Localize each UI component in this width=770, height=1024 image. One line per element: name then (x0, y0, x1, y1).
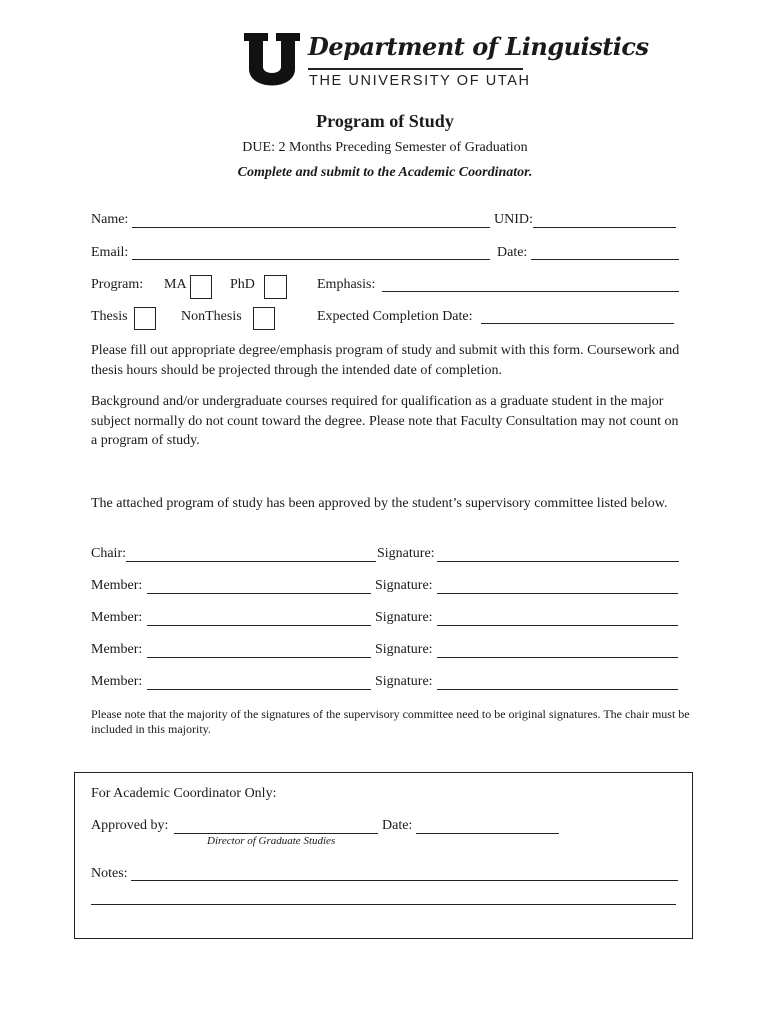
chair-field[interactable] (126, 561, 376, 562)
emphasis-label: Emphasis: (317, 277, 376, 292)
member-3-signature-label: Signature: (375, 642, 433, 657)
ma-label: MA (164, 277, 187, 292)
date-field[interactable] (531, 259, 679, 260)
member-3-signature-field[interactable] (437, 657, 678, 658)
ma-checkbox[interactable] (190, 275, 212, 299)
expected-completion-label: Expected Completion Date: (317, 309, 473, 324)
email-field[interactable] (132, 259, 490, 260)
member-2-field[interactable] (147, 625, 371, 626)
email-label: Email: (91, 245, 129, 260)
thesis-checkbox[interactable] (134, 307, 156, 330)
unid-field[interactable] (533, 227, 676, 228)
logo-divider (308, 68, 523, 70)
coordinator-heading: For Academic Coordinator Only: (91, 786, 277, 801)
background-courses-paragraph: Background and/or undergraduate courses required for qualification as a graduate student in the major subject normally do not count toward the degree. Please note that Faculty Consultation may not count on a program of study. (91, 394, 679, 448)
page-title: Program of Study (316, 111, 454, 131)
member-1-signature-field[interactable] (437, 593, 678, 594)
member-4-field[interactable] (147, 689, 371, 690)
member-1-label: Member: (91, 578, 143, 593)
chair-label: Chair: (91, 546, 126, 561)
member-1-signature-label: Signature: (375, 578, 433, 593)
university-logo-text: THE UNIVERSITY OF UTAH (309, 73, 531, 89)
date-label: Date: (497, 245, 528, 260)
unid-label: UNID: (494, 212, 533, 227)
phd-checkbox[interactable] (264, 275, 287, 299)
instructions-paragraph: Please fill out appropriate degree/emphasis program of study and submit with this form. Coursework and thesis hours should be projected through the intended date of completion. (91, 343, 680, 378)
university-u-logo (244, 33, 300, 89)
thesis-label: Thesis (91, 309, 128, 324)
nonthesis-label: NonThesis (181, 309, 242, 324)
chair-signature-field[interactable] (437, 561, 679, 562)
member-2-label: Member: (91, 610, 143, 625)
emphasis-field[interactable] (382, 291, 679, 292)
member-2-signature-field[interactable] (437, 625, 678, 626)
signature-note: Please note that the majority of the signatures of the supervisory committee need to be original signatures. The chair must be included in this majority. (91, 707, 690, 736)
program-label: Program: (91, 277, 144, 292)
chair-signature-label: Signature: (377, 546, 435, 561)
approved-by-label: Approved by: (91, 818, 169, 833)
due-line: DUE: 2 Months Preceding Semester of Graduation (242, 140, 528, 155)
notes-field-line-2[interactable] (91, 904, 676, 905)
name-label: Name: (91, 212, 129, 227)
name-field[interactable] (132, 227, 490, 228)
member-2-signature-label: Signature: (375, 610, 433, 625)
phd-label: PhD (230, 277, 255, 292)
member-4-signature-label: Signature: (375, 674, 433, 689)
approval-date-label: Date: (382, 818, 413, 833)
notes-label: Notes: (91, 866, 128, 881)
approved-by-field[interactable] (174, 833, 378, 834)
submit-instruction: Complete and submit to the Academic Coordinator. (237, 165, 533, 180)
member-3-field[interactable] (147, 657, 371, 658)
member-4-label: Member: (91, 674, 143, 689)
director-caption: Director of Graduate Studies (207, 835, 336, 847)
notes-field-line-1[interactable] (131, 880, 678, 881)
nonthesis-checkbox[interactable] (253, 307, 275, 330)
committee-approval-paragraph: The attached program of study has been approved by the student’s supervisory committee listed below. (91, 496, 668, 511)
expected-completion-field[interactable] (481, 323, 674, 324)
member-1-field[interactable] (147, 593, 371, 594)
department-logo-text: Department of Linguistics (308, 32, 649, 61)
approval-date-field[interactable] (416, 833, 559, 834)
member-4-signature-field[interactable] (437, 689, 678, 690)
member-3-label: Member: (91, 642, 143, 657)
